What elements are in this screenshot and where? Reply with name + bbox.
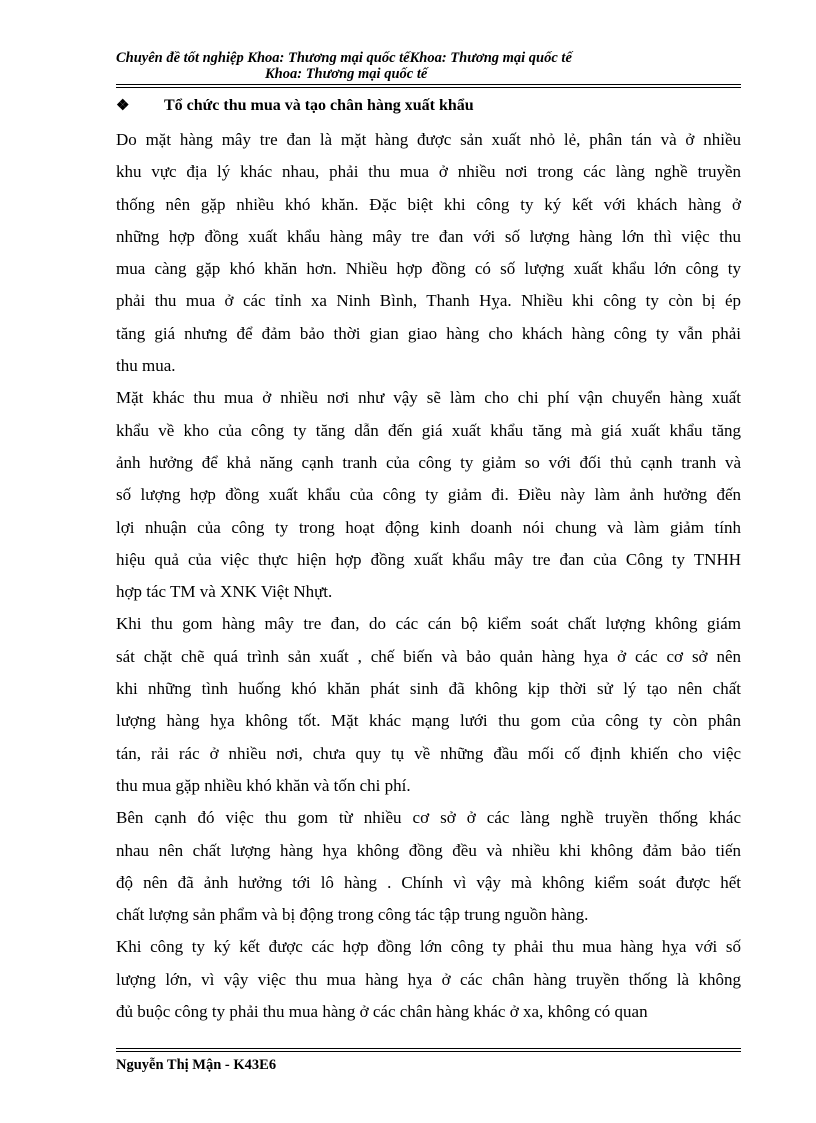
paragraph-line: lượng lớn, vì vậy việc thu mua hàng hỵa ở các chân hàng truyền thống là không xyxy=(116,969,741,989)
paragraph-line: độ nên đã ảnh hưởng tới lô hàng . Chính vì vậy mà không kiểm soát được hết xyxy=(116,872,741,892)
paragraph-line: khẩu về kho của công ty tăng dẫn đến giá xuất khẩu tăng mà giá xuất khẩu tăng xyxy=(116,420,741,440)
paragraph xyxy=(116,124,741,382)
paragraph-line: lợi nhuận của công ty trong hoạt động kinh doanh nói chung và làm giảm tính xyxy=(116,517,741,537)
paragraph-line: thu mua gặp nhiều khó khăn và tốn chi phí. xyxy=(116,775,411,795)
paragraph-line: ảnh hưởng để khả năng cạnh tranh của công ty giảm so với đối thủ cạnh tranh và xyxy=(116,452,741,472)
paragraph-line: tán, rải rác ở nhiều nơi, chưa quy tụ về những đầu mối cố định khiến cho việc xyxy=(116,743,741,763)
header-rule-top xyxy=(116,84,741,85)
footer-rule-top xyxy=(116,1048,741,1049)
paragraph-line: thống nên gặp nhiều khó khăn. Đặc biệt khi công ty ký kết với khách hàng ở xyxy=(116,194,741,214)
footer-rule-bottom xyxy=(116,1051,741,1052)
paragraph-line: nhau nên chất lượng hàng hỵa không đồng đều và nhiều khi không đảm bảo tiến xyxy=(116,840,741,860)
paragraph-line: lượng hàng hỵa không tốt. Mặt khác mạng lưới thu gom của công ty còn phân xyxy=(116,711,741,731)
footer-author: Nguyễn Thị Mận - K43E6 xyxy=(116,1057,277,1073)
paragraph-line: hiệu quả của việc thực hiện hợp đồng xuất khẩu mây tre đan của Công ty TNHH xyxy=(116,549,741,569)
paragraph xyxy=(116,802,741,931)
paragraph-line: Khi công ty ký kết được các hợp đồng lớn công ty phải thu mua hàng hỵa với số xyxy=(116,937,741,957)
paragraph xyxy=(116,608,741,802)
paragraph-line: mua càng gặp khó khăn hơn. Nhiều hợp đồng có số lượng xuất khẩu lớn công ty xyxy=(116,259,741,279)
paragraph xyxy=(116,382,741,608)
paragraph-line: số lượng hợp đồng xuất khẩu của công ty giảm đi. Điều này làm ảnh hưởng đến xyxy=(116,485,741,505)
diamond-bullet-icon: ❖ xyxy=(116,98,130,114)
paragraph-line: những hợp đồng xuất khẩu hàng mây tre đan với số lượng hàng lớn thì việc thu xyxy=(116,226,741,246)
paragraph-line: khu vực địa lý khác nhau, phải thu mua ở nhiều nơi trong các làng nghề truyền xyxy=(116,162,741,182)
page-header xyxy=(116,50,741,82)
paragraph-line: thu mua. xyxy=(116,356,176,376)
paragraph-line: chất lượng sản phẩm và bị động trong công tác tập trung nguồn hàng. xyxy=(116,905,589,925)
paragraph xyxy=(116,931,741,1028)
section-heading xyxy=(116,95,741,117)
paragraph-line: Khi thu gom hàng mây tre đan, do các cán bộ kiểm soát chất lượng không giám xyxy=(116,614,741,634)
paragraph-line: tăng giá nhưng để đảm bảo thời gian giao hàng cho khách hàng công ty vẫn phải xyxy=(116,323,741,343)
paragraph-line: đủ buộc công ty phải thu mua hàng ở các chân hàng khác ở xa, không có quan xyxy=(116,1002,648,1022)
paragraph-line: Bên cạnh đó việc thu gom từ nhiều cơ sở ở các làng nghề truyền thống khác xyxy=(116,808,741,828)
paragraph-line: phải thu mua ở các tỉnh xa Ninh Bình, Thanh Hỵa. Nhiều khi công ty còn bị ép xyxy=(116,291,741,311)
paragraph-line: hợp tác TM và XNK Việt Nhựt. xyxy=(116,582,333,602)
header-line-1: Chuyên đề tốt nghiệp Khoa: Thương mại quốc tếKhoa: Thương mại quốc tế xyxy=(116,50,572,66)
page-footer xyxy=(116,1056,276,1074)
document-body xyxy=(116,124,741,1028)
header-line-2: Khoa: Thương mại quốc tế xyxy=(265,66,428,82)
header-rule-bottom xyxy=(116,87,741,88)
paragraph-line: sát chặt chẽ quá trình sản xuất , chế biến và bảo quản hàng hỵa ở các cơ sở nên xyxy=(116,646,741,666)
section-title: Tổ chức thu mua và tạo chân hàng xuất khẩu xyxy=(164,97,474,114)
paragraph-line: Mặt khác thu mua ở nhiều nơi như vậy sẽ làm cho chi phí vận chuyển hàng xuất xyxy=(116,388,741,408)
paragraph-line: khi những tình huống khó khăn phát sinh đã không kịp thời sử lý tạo nên chất xyxy=(116,679,741,699)
paragraph-line: Do mặt hàng mây tre đan là mặt hàng được sản xuất nhỏ lẻ, phân tán và ở nhiều xyxy=(116,130,741,149)
